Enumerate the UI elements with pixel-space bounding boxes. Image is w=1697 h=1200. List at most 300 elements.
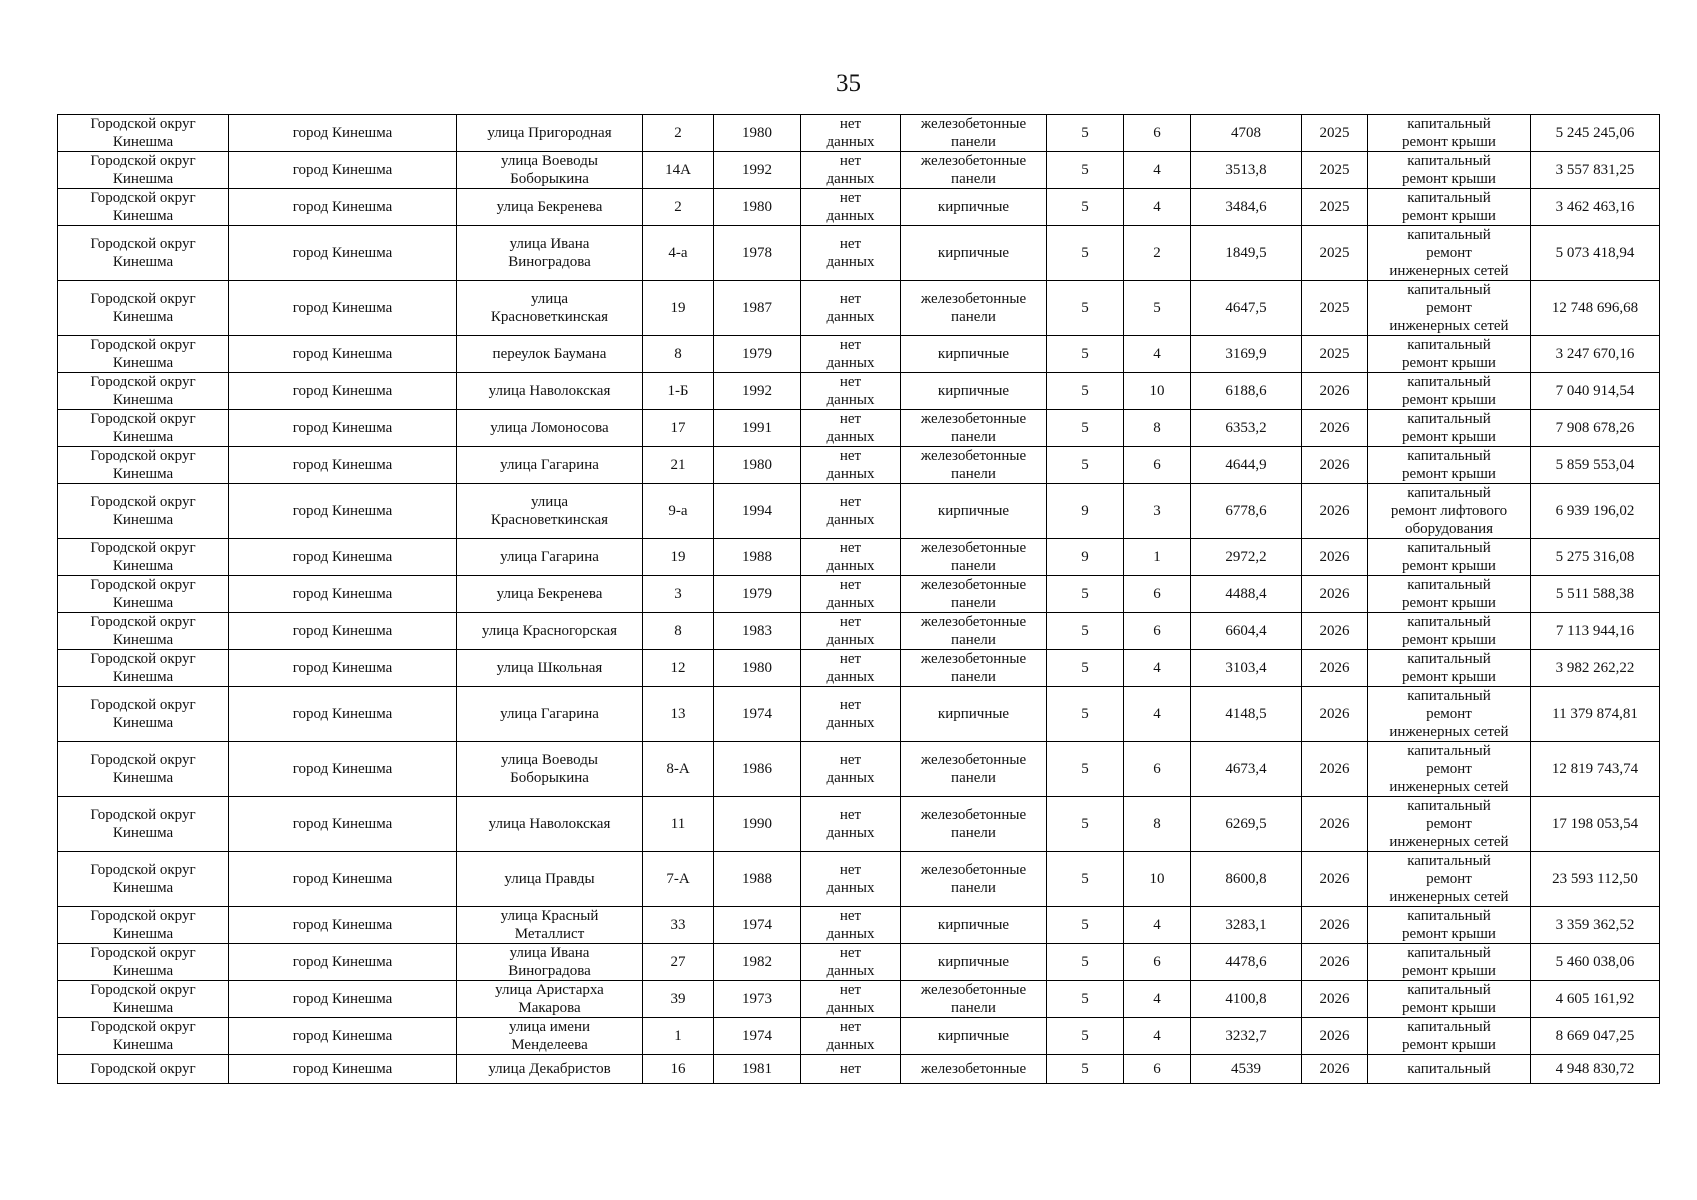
floors-cell: 5	[1047, 907, 1124, 944]
wall-material-cell: железобетонные панели	[901, 613, 1047, 650]
plan-year-cell: 2026	[1302, 907, 1368, 944]
year-built-cell: 1991	[714, 410, 801, 447]
wall-material-cell: железобетонные панели	[901, 852, 1047, 907]
wall-material-cell: железобетонные панели	[901, 539, 1047, 576]
floors-cell: 5	[1047, 1055, 1124, 1084]
settlement-cell: город Кинешма	[229, 539, 457, 576]
plan-year-cell: 2026	[1302, 484, 1368, 539]
wall-material-cell: железобетонные панели	[901, 742, 1047, 797]
house-number-cell: 2	[643, 189, 714, 226]
house-number-cell: 13	[643, 687, 714, 742]
cost-cell: 5 859 553,04	[1531, 447, 1660, 484]
house-number-cell: 27	[643, 944, 714, 981]
entrances-cell: 4	[1124, 1018, 1191, 1055]
data-status-cell: нет данных	[801, 539, 901, 576]
entrances-cell: 3	[1124, 484, 1191, 539]
area-cell: 4673,4	[1191, 742, 1302, 797]
settlement-cell: город Кинешма	[229, 484, 457, 539]
plan-year-cell: 2025	[1302, 115, 1368, 152]
entrances-cell: 4	[1124, 687, 1191, 742]
data-status-cell: нет данных	[801, 650, 901, 687]
plan-year-cell: 2025	[1302, 152, 1368, 189]
plan-year-cell: 2026	[1302, 797, 1368, 852]
area-cell: 6188,6	[1191, 373, 1302, 410]
house-number-cell: 2	[643, 115, 714, 152]
area-cell: 3484,6	[1191, 189, 1302, 226]
street-cell: улица Правды	[457, 852, 643, 907]
wall-material-cell: кирпичные	[901, 189, 1047, 226]
table-row	[58, 613, 1660, 650]
plan-year-cell: 2026	[1302, 650, 1368, 687]
entrances-cell: 4	[1124, 981, 1191, 1018]
area-cell: 4148,5	[1191, 687, 1302, 742]
entrances-cell: 10	[1124, 852, 1191, 907]
house-number-cell: 19	[643, 539, 714, 576]
wall-material-cell: железобетонные панели	[901, 410, 1047, 447]
year-built-cell: 1974	[714, 1018, 801, 1055]
work-type-cell: капитальный ремонт крыши	[1368, 650, 1531, 687]
street-cell: улица Наволокская	[457, 797, 643, 852]
floors-cell: 5	[1047, 336, 1124, 373]
municipality-cell: Городской округ Кинешма	[58, 613, 229, 650]
entrances-cell: 10	[1124, 373, 1191, 410]
cost-cell: 3 247 670,16	[1531, 336, 1660, 373]
house-number-cell: 19	[643, 281, 714, 336]
floors-cell: 5	[1047, 687, 1124, 742]
plan-year-cell: 2026	[1302, 852, 1368, 907]
house-number-cell: 21	[643, 447, 714, 484]
cost-cell: 3 982 262,22	[1531, 650, 1660, 687]
municipality-cell: Городской округ Кинешма	[58, 650, 229, 687]
work-type-cell: капитальный ремонт крыши	[1368, 539, 1531, 576]
street-cell: улица Ломоносова	[457, 410, 643, 447]
municipality-cell: Городской округ Кинешма	[58, 336, 229, 373]
entrances-cell: 4	[1124, 336, 1191, 373]
work-type-cell: капитальный ремонт инженерных сетей	[1368, 797, 1531, 852]
floors-cell: 5	[1047, 281, 1124, 336]
area-cell: 4488,4	[1191, 576, 1302, 613]
year-built-cell: 1980	[714, 115, 801, 152]
wall-material-cell: кирпичные	[901, 944, 1047, 981]
year-built-cell: 1974	[714, 687, 801, 742]
floors-cell: 5	[1047, 373, 1124, 410]
street-cell: улица Красный Металлист	[457, 907, 643, 944]
municipality-cell: Городской округ Кинешма	[58, 1018, 229, 1055]
entrances-cell: 6	[1124, 1055, 1191, 1084]
area-cell: 4708	[1191, 115, 1302, 152]
floors-cell: 5	[1047, 852, 1124, 907]
cost-cell: 11 379 874,81	[1531, 687, 1660, 742]
settlement-cell: город Кинешма	[229, 373, 457, 410]
data-status-cell: нет данных	[801, 152, 901, 189]
wall-material-cell: железобетонные панели	[901, 115, 1047, 152]
house-number-cell: 39	[643, 981, 714, 1018]
floors-cell: 9	[1047, 539, 1124, 576]
cost-cell: 12 748 696,68	[1531, 281, 1660, 336]
street-cell: улица имени Менделеева	[457, 1018, 643, 1055]
municipality-cell: Городской округ Кинешма	[58, 687, 229, 742]
cost-cell: 23 593 112,50	[1531, 852, 1660, 907]
floors-cell: 5	[1047, 152, 1124, 189]
table-row	[58, 484, 1660, 539]
cost-cell: 17 198 053,54	[1531, 797, 1660, 852]
settlement-cell: город Кинешма	[229, 944, 457, 981]
plan-year-cell: 2026	[1302, 613, 1368, 650]
table-row	[58, 650, 1660, 687]
wall-material-cell: железобетонные панели	[901, 281, 1047, 336]
cost-cell: 5 460 038,06	[1531, 944, 1660, 981]
data-status-cell: нет данных	[801, 484, 901, 539]
data-status-cell: нет данных	[801, 281, 901, 336]
house-number-cell: 7-А	[643, 852, 714, 907]
data-status-cell: нет данных	[801, 336, 901, 373]
settlement-cell: город Кинешма	[229, 742, 457, 797]
municipality-cell: Городской округ Кинешма	[58, 447, 229, 484]
year-built-cell: 1987	[714, 281, 801, 336]
cost-cell: 4 605 161,92	[1531, 981, 1660, 1018]
entrances-cell: 6	[1124, 576, 1191, 613]
wall-material-cell: кирпичные	[901, 1018, 1047, 1055]
wall-material-cell: железобетонные	[901, 1055, 1047, 1084]
house-number-cell: 4-а	[643, 226, 714, 281]
cost-cell: 7 908 678,26	[1531, 410, 1660, 447]
entrances-cell: 6	[1124, 447, 1191, 484]
settlement-cell: город Кинешма	[229, 852, 457, 907]
year-built-cell: 1980	[714, 189, 801, 226]
plan-year-cell: 2026	[1302, 944, 1368, 981]
street-cell: улица Бекренева	[457, 576, 643, 613]
cost-cell: 4 948 830,72	[1531, 1055, 1660, 1084]
settlement-cell: город Кинешма	[229, 152, 457, 189]
plan-year-cell: 2026	[1302, 447, 1368, 484]
area-cell: 4644,9	[1191, 447, 1302, 484]
wall-material-cell: железобетонные панели	[901, 447, 1047, 484]
work-type-cell: капитальный ремонт инженерных сетей	[1368, 226, 1531, 281]
street-cell: улица Гагарина	[457, 539, 643, 576]
entrances-cell: 2	[1124, 226, 1191, 281]
area-cell: 4647,5	[1191, 281, 1302, 336]
data-status-cell: нет данных	[801, 226, 901, 281]
work-type-cell: капитальный ремонт крыши	[1368, 336, 1531, 373]
area-cell: 6353,2	[1191, 410, 1302, 447]
settlement-cell: город Кинешма	[229, 797, 457, 852]
plan-year-cell: 2026	[1302, 373, 1368, 410]
entrances-cell: 6	[1124, 115, 1191, 152]
municipality-cell: Городской округ Кинешма	[58, 281, 229, 336]
data-status-cell: нет данных	[801, 907, 901, 944]
year-built-cell: 1992	[714, 152, 801, 189]
floors-cell: 5	[1047, 576, 1124, 613]
settlement-cell: город Кинешма	[229, 281, 457, 336]
plan-year-cell: 2025	[1302, 336, 1368, 373]
work-type-cell: капитальный ремонт крыши	[1368, 115, 1531, 152]
street-cell: улица Декабристов	[457, 1055, 643, 1084]
settlement-cell: город Кинешма	[229, 907, 457, 944]
street-cell: улица Красноветкинская	[457, 281, 643, 336]
street-cell: улица Красноветкинская	[457, 484, 643, 539]
year-built-cell: 1974	[714, 907, 801, 944]
work-type-cell: капитальный ремонт инженерных сетей	[1368, 742, 1531, 797]
floors-cell: 5	[1047, 613, 1124, 650]
area-cell: 4478,6	[1191, 944, 1302, 981]
wall-material-cell: железобетонные панели	[901, 797, 1047, 852]
data-status-cell: нет данных	[801, 1018, 901, 1055]
floors-cell: 5	[1047, 742, 1124, 797]
work-type-cell: капитальный ремонт крыши	[1368, 907, 1531, 944]
work-type-cell: капитальный ремонт крыши	[1368, 576, 1531, 613]
street-cell: улица Ивана Виноградова	[457, 226, 643, 281]
table-row	[58, 189, 1660, 226]
year-built-cell: 1988	[714, 539, 801, 576]
municipality-cell: Городской округ	[58, 1055, 229, 1084]
data-status-cell: нет данных	[801, 613, 901, 650]
plan-year-cell: 2025	[1302, 189, 1368, 226]
year-built-cell: 1992	[714, 373, 801, 410]
municipality-cell: Городской округ Кинешма	[58, 981, 229, 1018]
floors-cell: 5	[1047, 1018, 1124, 1055]
house-number-cell: 17	[643, 410, 714, 447]
cost-cell: 8 669 047,25	[1531, 1018, 1660, 1055]
table-row	[58, 281, 1660, 336]
street-cell: улица Красногорская	[457, 613, 643, 650]
floors-cell: 5	[1047, 447, 1124, 484]
wall-material-cell: железобетонные панели	[901, 576, 1047, 613]
table-row	[58, 981, 1660, 1018]
street-cell: переулок Баумана	[457, 336, 643, 373]
area-cell: 1849,5	[1191, 226, 1302, 281]
cost-cell: 5 511 588,38	[1531, 576, 1660, 613]
cost-cell: 3 462 463,16	[1531, 189, 1660, 226]
entrances-cell: 5	[1124, 281, 1191, 336]
settlement-cell: город Кинешма	[229, 687, 457, 742]
house-number-cell: 16	[643, 1055, 714, 1084]
area-cell: 3169,9	[1191, 336, 1302, 373]
street-cell: улица Пригородная	[457, 115, 643, 152]
housing-repair-table	[57, 114, 1660, 1084]
house-number-cell: 8-А	[643, 742, 714, 797]
street-cell: улица Бекренева	[457, 189, 643, 226]
settlement-cell: город Кинешма	[229, 981, 457, 1018]
data-status-cell: нет данных	[801, 115, 901, 152]
street-cell: улица Наволокская	[457, 373, 643, 410]
floors-cell: 5	[1047, 944, 1124, 981]
year-built-cell: 1978	[714, 226, 801, 281]
year-built-cell: 1980	[714, 650, 801, 687]
municipality-cell: Городской округ Кинешма	[58, 189, 229, 226]
floors-cell: 5	[1047, 797, 1124, 852]
cost-cell: 7 040 914,54	[1531, 373, 1660, 410]
house-number-cell: 8	[643, 336, 714, 373]
settlement-cell: город Кинешма	[229, 115, 457, 152]
wall-material-cell: кирпичные	[901, 484, 1047, 539]
cost-cell: 3 359 362,52	[1531, 907, 1660, 944]
municipality-cell: Городской округ Кинешма	[58, 797, 229, 852]
data-status-cell: нет данных	[801, 797, 901, 852]
year-built-cell: 1990	[714, 797, 801, 852]
table-row	[58, 410, 1660, 447]
area-cell: 3103,4	[1191, 650, 1302, 687]
work-type-cell: капитальный ремонт крыши	[1368, 944, 1531, 981]
house-number-cell: 1	[643, 1018, 714, 1055]
cost-cell: 7 113 944,16	[1531, 613, 1660, 650]
wall-material-cell: кирпичные	[901, 226, 1047, 281]
municipality-cell: Городской округ Кинешма	[58, 484, 229, 539]
area-cell: 4539	[1191, 1055, 1302, 1084]
floors-cell: 5	[1047, 115, 1124, 152]
street-cell: улица Ивана Виноградова	[457, 944, 643, 981]
table-row	[58, 1055, 1660, 1084]
area-cell: 8600,8	[1191, 852, 1302, 907]
table-row	[58, 1018, 1660, 1055]
area-cell: 3232,7	[1191, 1018, 1302, 1055]
entrances-cell: 8	[1124, 410, 1191, 447]
cost-cell: 12 819 743,74	[1531, 742, 1660, 797]
data-status-cell: нет данных	[801, 373, 901, 410]
municipality-cell: Городской округ Кинешма	[58, 152, 229, 189]
house-number-cell: 11	[643, 797, 714, 852]
settlement-cell: город Кинешма	[229, 410, 457, 447]
area-cell: 2972,2	[1191, 539, 1302, 576]
table-row	[58, 336, 1660, 373]
table-row	[58, 447, 1660, 484]
entrances-cell: 4	[1124, 907, 1191, 944]
year-built-cell: 1982	[714, 944, 801, 981]
work-type-cell: капитальный ремонт лифтового оборудования	[1368, 484, 1531, 539]
table-body	[58, 115, 1660, 1084]
work-type-cell: капитальный ремонт крыши	[1368, 152, 1531, 189]
area-cell: 3283,1	[1191, 907, 1302, 944]
entrances-cell: 6	[1124, 742, 1191, 797]
plan-year-cell: 2026	[1302, 1018, 1368, 1055]
house-number-cell: 1-Б	[643, 373, 714, 410]
page-number: 35	[836, 70, 861, 97]
data-status-cell: нет данных	[801, 189, 901, 226]
wall-material-cell: железобетонные панели	[901, 152, 1047, 189]
settlement-cell: город Кинешма	[229, 336, 457, 373]
entrances-cell: 4	[1124, 189, 1191, 226]
cost-cell: 5 073 418,94	[1531, 226, 1660, 281]
street-cell: улица Гагарина	[457, 447, 643, 484]
data-status-cell: нет данных	[801, 852, 901, 907]
wall-material-cell: кирпичные	[901, 336, 1047, 373]
house-number-cell: 3	[643, 576, 714, 613]
plan-year-cell: 2026	[1302, 539, 1368, 576]
entrances-cell: 8	[1124, 797, 1191, 852]
year-built-cell: 1973	[714, 981, 801, 1018]
work-type-cell: капитальный ремонт крыши	[1368, 189, 1531, 226]
floors-cell: 5	[1047, 226, 1124, 281]
area-cell: 6778,6	[1191, 484, 1302, 539]
data-status-cell: нет данных	[801, 742, 901, 797]
wall-material-cell: кирпичные	[901, 907, 1047, 944]
area-cell: 3513,8	[1191, 152, 1302, 189]
house-number-cell: 33	[643, 907, 714, 944]
work-type-cell: капитальный ремонт крыши	[1368, 613, 1531, 650]
wall-material-cell: железобетонные панели	[901, 650, 1047, 687]
municipality-cell: Городской округ Кинешма	[58, 907, 229, 944]
table-row	[58, 852, 1660, 907]
work-type-cell: капитальный ремонт крыши	[1368, 1018, 1531, 1055]
year-built-cell: 1980	[714, 447, 801, 484]
data-status-cell: нет данных	[801, 576, 901, 613]
area-cell: 4100,8	[1191, 981, 1302, 1018]
plan-year-cell: 2026	[1302, 576, 1368, 613]
municipality-cell: Городской округ Кинешма	[58, 944, 229, 981]
data-status-cell: нет данных	[801, 447, 901, 484]
table-row	[58, 797, 1660, 852]
table-row	[58, 687, 1660, 742]
floors-cell: 5	[1047, 410, 1124, 447]
data-status-cell: нет данных	[801, 944, 901, 981]
plan-year-cell: 2025	[1302, 226, 1368, 281]
municipality-cell: Городской округ Кинешма	[58, 373, 229, 410]
data-status-cell: нет данных	[801, 687, 901, 742]
table-row	[58, 742, 1660, 797]
settlement-cell: город Кинешма	[229, 576, 457, 613]
entrances-cell: 6	[1124, 613, 1191, 650]
area-cell: 6604,4	[1191, 613, 1302, 650]
plan-year-cell: 2026	[1302, 687, 1368, 742]
table-row	[58, 115, 1660, 152]
wall-material-cell: кирпичные	[901, 373, 1047, 410]
data-status-cell: нет	[801, 1055, 901, 1084]
work-type-cell: капитальный ремонт крыши	[1368, 410, 1531, 447]
floors-cell: 9	[1047, 484, 1124, 539]
work-type-cell: капитальный ремонт крыши	[1368, 981, 1531, 1018]
house-number-cell: 9-а	[643, 484, 714, 539]
street-cell: улица Воеводы Боборыкина	[457, 742, 643, 797]
entrances-cell: 1	[1124, 539, 1191, 576]
cost-cell: 3 557 831,25	[1531, 152, 1660, 189]
municipality-cell: Городской округ Кинешма	[58, 410, 229, 447]
year-built-cell: 1983	[714, 613, 801, 650]
cost-cell: 5 245 245,06	[1531, 115, 1660, 152]
work-type-cell: капитальный	[1368, 1055, 1531, 1084]
work-type-cell: капитальный ремонт крыши	[1368, 373, 1531, 410]
work-type-cell: капитальный ремонт инженерных сетей	[1368, 852, 1531, 907]
settlement-cell: город Кинешма	[229, 613, 457, 650]
table-row	[58, 152, 1660, 189]
plan-year-cell: 2025	[1302, 281, 1368, 336]
year-built-cell: 1988	[714, 852, 801, 907]
settlement-cell: город Кинешма	[229, 650, 457, 687]
year-built-cell: 1986	[714, 742, 801, 797]
entrances-cell: 4	[1124, 152, 1191, 189]
table-row	[58, 373, 1660, 410]
settlement-cell: город Кинешма	[229, 1018, 457, 1055]
plan-year-cell: 2026	[1302, 1055, 1368, 1084]
street-cell: улица Школьная	[457, 650, 643, 687]
house-number-cell: 14А	[643, 152, 714, 189]
year-built-cell: 1979	[714, 576, 801, 613]
floors-cell: 5	[1047, 189, 1124, 226]
settlement-cell: город Кинешма	[229, 447, 457, 484]
municipality-cell: Городской округ Кинешма	[58, 226, 229, 281]
plan-year-cell: 2026	[1302, 410, 1368, 447]
street-cell: улица Аристарха Макарова	[457, 981, 643, 1018]
wall-material-cell: кирпичные	[901, 687, 1047, 742]
table-row	[58, 944, 1660, 981]
work-type-cell: капитальный ремонт инженерных сетей	[1368, 281, 1531, 336]
year-built-cell: 1979	[714, 336, 801, 373]
year-built-cell: 1981	[714, 1055, 801, 1084]
plan-year-cell: 2026	[1302, 981, 1368, 1018]
municipality-cell: Городской округ Кинешма	[58, 115, 229, 152]
plan-year-cell: 2026	[1302, 742, 1368, 797]
entrances-cell: 6	[1124, 944, 1191, 981]
table-row	[58, 226, 1660, 281]
street-cell: улица Воеводы Боборыкина	[457, 152, 643, 189]
